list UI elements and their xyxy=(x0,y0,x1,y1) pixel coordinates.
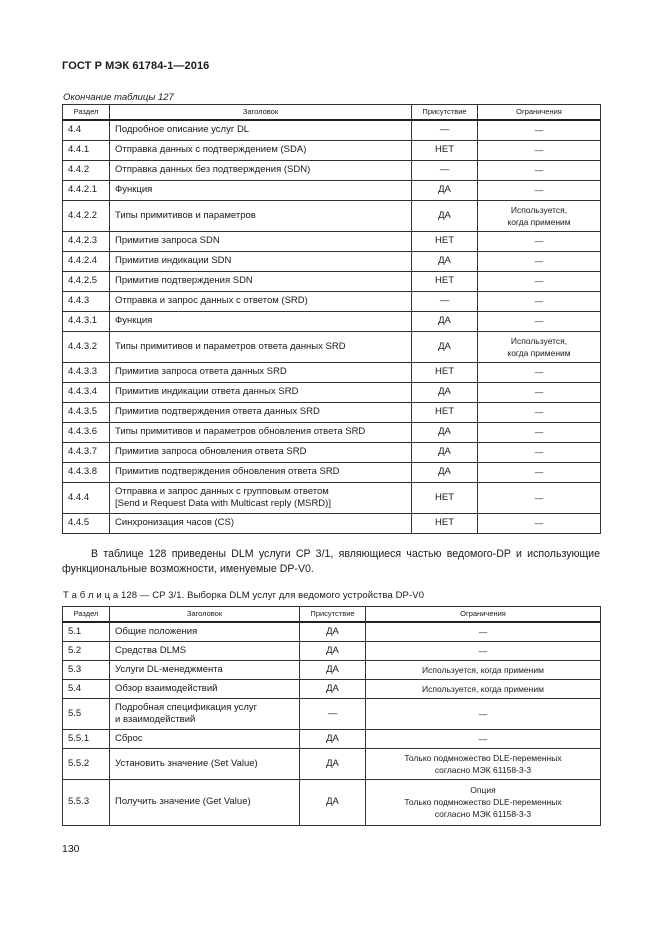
cell-section: 4.4.3.1 xyxy=(63,311,110,331)
cell-title: Установить значение (Set Value) xyxy=(110,748,300,779)
table-row xyxy=(63,120,601,140)
cell-section: 4.4.3.4 xyxy=(63,382,110,402)
cell-presence: ДА xyxy=(300,641,366,660)
column-header-limits: Ограничения xyxy=(366,607,601,623)
column-header-limits: Ограничения xyxy=(478,105,601,121)
cell-title: Типы примитивов и параметров ответа данных SRD xyxy=(110,331,412,362)
cell-presence: — xyxy=(412,160,478,180)
table-row xyxy=(63,311,601,331)
cell-title: Получить значение (Get Value) xyxy=(110,779,300,825)
cell-presence: ДА xyxy=(412,180,478,200)
cell-section: 4.4 xyxy=(63,120,110,140)
column-header-title: Заголовок xyxy=(110,607,300,623)
cell-limits: Опция Только подмножество DLE-переменных согласно МЭК 61158-3-3 xyxy=(366,779,601,825)
cell-section: 4.4.2.3 xyxy=(63,231,110,251)
cell-title: Услуги DL-менеджмента xyxy=(110,660,300,679)
cell-section: 5.1 xyxy=(63,622,110,641)
table-127-caption: Окончание таблицы 127 xyxy=(63,92,174,103)
cell-title: Примитив индикации ответа данных SRD xyxy=(110,382,412,402)
table-127 xyxy=(62,104,601,534)
cell-presence: НЕТ xyxy=(412,231,478,251)
cell-presence: ДА xyxy=(300,748,366,779)
cell-presence: ДА xyxy=(412,251,478,271)
cell-section: 4.4.3 xyxy=(63,291,110,311)
cell-section: 4.4.2.2 xyxy=(63,200,110,231)
table-row xyxy=(63,748,601,779)
cell-limits: — xyxy=(478,231,601,251)
cell-presence: — xyxy=(300,698,366,729)
table-row xyxy=(63,679,601,698)
table-row xyxy=(63,622,601,641)
cell-title: Функция xyxy=(110,180,412,200)
cell-title: Типы примитивов и параметров xyxy=(110,200,412,231)
cell-section: 5.3 xyxy=(63,660,110,679)
cell-limits: — xyxy=(366,641,601,660)
cell-limits: — xyxy=(366,729,601,748)
table-row xyxy=(63,513,601,533)
cell-title: Отправка данных без подтверждения (SDN) xyxy=(110,160,412,180)
cell-title: Примитив подтверждения обновления ответа SRD xyxy=(110,462,412,482)
cell-limits: Используется, когда применим xyxy=(366,679,601,698)
cell-title: Обзор взаимодействий xyxy=(110,679,300,698)
cell-section: 4.4.3.6 xyxy=(63,422,110,442)
table-header-row xyxy=(63,607,601,623)
cell-title: Примитив запроса SDN xyxy=(110,231,412,251)
cell-limits: — xyxy=(478,160,601,180)
table-header-row xyxy=(63,105,601,121)
cell-limits: Используется, когда применим xyxy=(366,660,601,679)
cell-presence: НЕТ xyxy=(412,362,478,382)
table-row xyxy=(63,660,601,679)
cell-section: 4.4.2.1 xyxy=(63,180,110,200)
cell-limits: — xyxy=(366,698,601,729)
cell-title: Сброс xyxy=(110,729,300,748)
table-128 xyxy=(62,606,601,826)
cell-title: Примитив подтверждения ответа данных SRD xyxy=(110,402,412,422)
cell-limits: Используется, когда применим xyxy=(478,200,601,231)
cell-limits: — xyxy=(478,291,601,311)
table-row xyxy=(63,442,601,462)
cell-presence: НЕТ xyxy=(412,271,478,291)
cell-limits: — xyxy=(478,120,601,140)
cell-section: 4.4.3.3 xyxy=(63,362,110,382)
cell-title: Отправка и запрос данных с ответом (SRD) xyxy=(110,291,412,311)
cell-limits: — xyxy=(478,362,601,382)
cell-presence: НЕТ xyxy=(412,140,478,160)
cell-title: Синхронизация часов (CS) xyxy=(110,513,412,533)
cell-title: Подробное описание услуг DL xyxy=(110,120,412,140)
table-row xyxy=(63,160,601,180)
cell-title: Отправка данных с подтверждением (SDA) xyxy=(110,140,412,160)
cell-section: 4.4.2.5 xyxy=(63,271,110,291)
cell-title: Примитив индикации SDN xyxy=(110,251,412,271)
cell-presence: ДА xyxy=(300,622,366,641)
column-header-presence: Присутствие xyxy=(412,105,478,121)
cell-limits: — xyxy=(478,311,601,331)
table-row xyxy=(63,462,601,482)
cell-presence: — xyxy=(412,291,478,311)
table-row xyxy=(63,422,601,442)
cell-presence: ДА xyxy=(300,729,366,748)
cell-limits: — xyxy=(366,622,601,641)
column-header-section: Раздел xyxy=(63,105,110,121)
cell-section: 4.4.1 xyxy=(63,140,110,160)
cell-section: 5.2 xyxy=(63,641,110,660)
cell-limits: — xyxy=(478,382,601,402)
cell-title: Отправка и запрос данных с групповым ответом [Send и Request Data with Multicast reply (MSRD)] xyxy=(110,482,412,513)
cell-limits: — xyxy=(478,513,601,533)
cell-limits: — xyxy=(478,422,601,442)
cell-presence: НЕТ xyxy=(412,482,478,513)
table-row xyxy=(63,331,601,362)
table-128-caption: Т а б л и ц а 128 — CP 3/1. Выборка DLM услуг для ведомого устройства DP-V0 xyxy=(63,590,425,601)
document-header: ГОСТ Р МЭК 61784-1—2016 xyxy=(62,60,210,72)
cell-presence: ДА xyxy=(412,462,478,482)
cell-section: 5.4 xyxy=(63,679,110,698)
cell-limits: Используется, когда применим xyxy=(478,331,601,362)
table-row xyxy=(63,698,601,729)
cell-section: 5.5 xyxy=(63,698,110,729)
table-row xyxy=(63,140,601,160)
column-header-title: Заголовок xyxy=(110,105,412,121)
cell-presence: НЕТ xyxy=(412,513,478,533)
cell-presence: ДА xyxy=(412,442,478,462)
table-row xyxy=(63,641,601,660)
table-row xyxy=(63,180,601,200)
column-header-section: Раздел xyxy=(63,607,110,623)
cell-section: 4.4.3.2 xyxy=(63,331,110,362)
cell-limits: — xyxy=(478,140,601,160)
cell-section: 5.5.2 xyxy=(63,748,110,779)
cell-limits: — xyxy=(478,442,601,462)
cell-section: 4.4.3.5 xyxy=(63,402,110,422)
cell-limits: Только подмножество DLE-переменных согласно МЭК 61158-3-3 xyxy=(366,748,601,779)
body-paragraph: В таблице 128 приведены DLM услуги CP 3/1, являющиеся частью ведомого-DP и использующие функциональные возможности, именуемые DP-V0. xyxy=(62,548,600,575)
cell-title: Примитив подтверждения SDN xyxy=(110,271,412,291)
table-row xyxy=(63,382,601,402)
table-row xyxy=(63,291,601,311)
cell-title: Примитив запроса обновления ответа SRD xyxy=(110,442,412,462)
page-number: 130 xyxy=(62,843,80,855)
cell-presence: ДА xyxy=(300,660,366,679)
cell-limits: — xyxy=(478,271,601,291)
table-127-body xyxy=(63,120,601,533)
column-header-presence: Присутствие xyxy=(300,607,366,623)
cell-section: 4.4.2.4 xyxy=(63,251,110,271)
cell-presence: ДА xyxy=(412,331,478,362)
cell-limits: — xyxy=(478,251,601,271)
cell-title: Подробная спецификация услуг и взаимодействий xyxy=(110,698,300,729)
cell-presence: ДА xyxy=(412,422,478,442)
table-row xyxy=(63,729,601,748)
cell-section: 4.4.3.8 xyxy=(63,462,110,482)
table-row xyxy=(63,362,601,382)
cell-section: 4.4.4 xyxy=(63,482,110,513)
cell-title: Общие положения xyxy=(110,622,300,641)
cell-presence: ДА xyxy=(412,200,478,231)
cell-section: 4.4.5 xyxy=(63,513,110,533)
cell-limits: — xyxy=(478,482,601,513)
cell-presence: — xyxy=(412,120,478,140)
table-row xyxy=(63,402,601,422)
cell-limits: — xyxy=(478,180,601,200)
table-row xyxy=(63,779,601,825)
cell-presence: ДА xyxy=(300,779,366,825)
cell-title: Типы примитивов и параметров обновления ответа SRD xyxy=(110,422,412,442)
cell-presence: ДА xyxy=(412,311,478,331)
cell-title: Средства DLMS xyxy=(110,641,300,660)
cell-presence: ДА xyxy=(412,382,478,402)
table-row xyxy=(63,271,601,291)
table-row xyxy=(63,251,601,271)
cell-limits: — xyxy=(478,402,601,422)
table-128-body xyxy=(63,622,601,825)
cell-title: Примитив запроса ответа данных SRD xyxy=(110,362,412,382)
cell-section: 5.5.1 xyxy=(63,729,110,748)
cell-limits: — xyxy=(478,462,601,482)
cell-presence: ДА xyxy=(300,679,366,698)
cell-section: 4.4.3.7 xyxy=(63,442,110,462)
table-row xyxy=(63,482,601,513)
cell-title: Функция xyxy=(110,311,412,331)
cell-section: 5.5.3 xyxy=(63,779,110,825)
table-row xyxy=(63,200,601,231)
table-row xyxy=(63,231,601,251)
cell-presence: НЕТ xyxy=(412,402,478,422)
cell-section: 4.4.2 xyxy=(63,160,110,180)
